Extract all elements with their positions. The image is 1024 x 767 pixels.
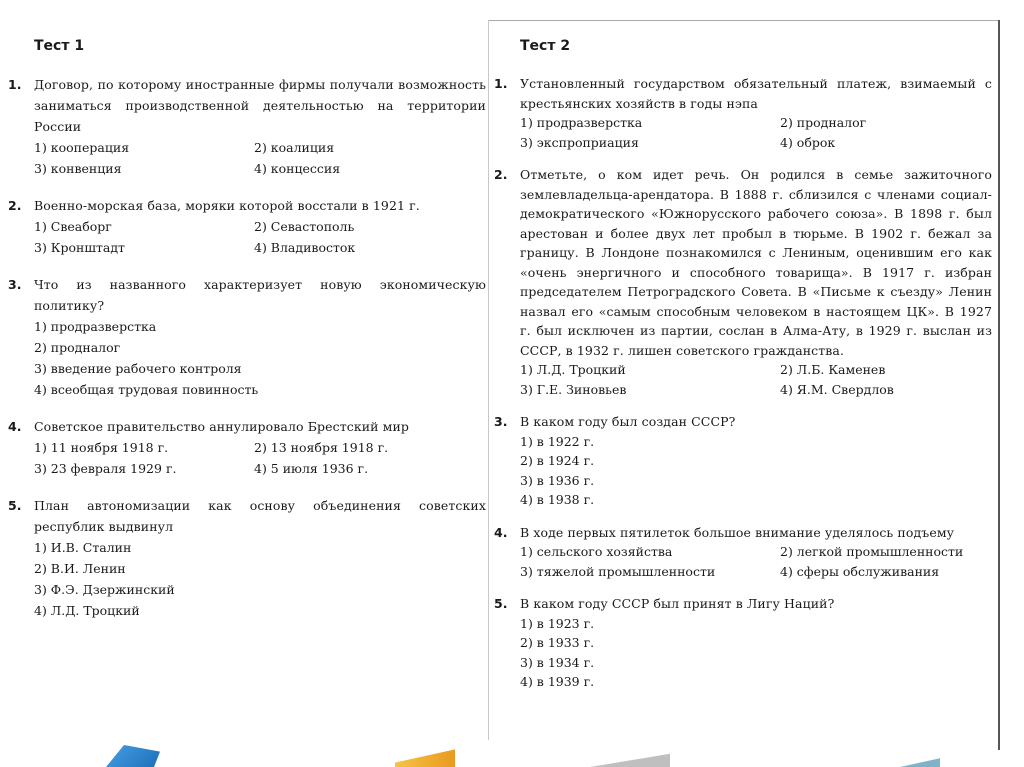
question-text: Договор, по которому иностранные фирмы получали возможность заниматься производственной деятельностью на территории России xyxy=(34,77,486,134)
question-number: 2. xyxy=(494,167,508,182)
decorative-shape xyxy=(590,745,670,767)
test-1-question-2 xyxy=(8,195,486,258)
answer-option[interactable]: 3) Кронштадт xyxy=(34,240,125,255)
test-2-column xyxy=(494,30,992,705)
test-2-title: Тест 2 xyxy=(520,38,571,54)
test-2-question-4 xyxy=(494,523,992,582)
answer-options xyxy=(520,432,992,510)
answer-option[interactable]: 2) Севастополь xyxy=(254,219,355,234)
question-number: 4. xyxy=(8,419,22,434)
question-number: 3. xyxy=(8,277,22,292)
answer-option[interactable]: 3) тяжелой промышленности xyxy=(520,563,716,579)
test-1-question-4 xyxy=(8,416,486,479)
answer-options xyxy=(520,113,992,152)
answer-options xyxy=(34,316,486,400)
answer-option[interactable]: 3) Г.Е. Зиновьев xyxy=(520,381,627,397)
test-2-question-3 xyxy=(494,412,992,510)
answer-option[interactable]: 3) конвенция xyxy=(34,161,122,176)
answer-option[interactable]: 2) легкой промышленности xyxy=(780,544,964,559)
test-1-question-3 xyxy=(8,274,486,400)
question-number: 2. xyxy=(8,198,22,213)
answer-options xyxy=(34,216,486,258)
answer-option[interactable]: 2) 13 ноября 1918 г. xyxy=(254,440,389,455)
answer-option[interactable]: 3) 23 февраля 1929 г. xyxy=(34,461,177,476)
answer-option[interactable]: 2) коалиция xyxy=(254,140,335,155)
answer-option[interactable]: 1) сельского хозяйства xyxy=(520,544,673,559)
answer-option[interactable]: 2) Л.Б. Каменев xyxy=(780,362,886,377)
test-1-title: Тест 1 xyxy=(34,38,85,54)
answer-option[interactable]: 4) концессия xyxy=(254,161,341,176)
answer-option[interactable]: 4) сферы обслуживания xyxy=(780,563,940,579)
answer-options xyxy=(34,537,486,621)
question-number: 4. xyxy=(494,524,508,540)
answer-option[interactable]: 3) в 1934 г. xyxy=(520,654,595,670)
answer-option[interactable]: 4) 5 июля 1936 г. xyxy=(254,461,369,476)
answer-option[interactable]: 1) И.В. Сталин xyxy=(34,540,132,555)
answer-option[interactable]: 3) Ф.Э. Дзержинский xyxy=(34,582,175,597)
question-text: Советское правительство аннулировало Брестский мир xyxy=(34,419,410,434)
question-text: Военно-морская база, моряки которой восстали в 1921 г. xyxy=(34,198,420,213)
test-2-question-1 xyxy=(494,74,992,152)
answer-option[interactable]: 2) в 1924 г. xyxy=(520,453,595,468)
answer-option[interactable]: 1) 11 ноября 1918 г. xyxy=(34,440,169,455)
question-text: Отметьте, о ком идет речь. Он родился в семье зажиточного землевладельца-арендатора. В 1888 г. сблизился с членами социал-демократического «Южнорусского рабочего союза». В 1898 г. был арестован и более двух лет пробыл в тюрьме. В 1902 г. бежал за границу. В Лондоне познакомился с Лениным, оценившим его как «очень энергичного и способного товарища». В 1917 г. избран председателем Петроградского Совета. В «Письме к съезду» Ленин назвал его «самым способным человеком в настоящем ЦК». В 1927 г. был исключен из партии, сослан в Алма-Ату, в 1929 г. выслан из СССР, в 1932 г. лишен советского гражданства. xyxy=(520,167,992,358)
decorative-pencil xyxy=(395,745,455,767)
answer-options xyxy=(520,360,992,399)
answer-option[interactable]: 1) кооперация xyxy=(34,140,130,155)
answer-option[interactable]: 3) экспроприация xyxy=(520,134,639,150)
answer-option[interactable]: 1) продразверстка xyxy=(34,319,157,334)
answer-option[interactable]: 4) всеобщая трудовая повинность xyxy=(34,382,259,397)
question-text: Что из названного характеризует новую экономическую политику? xyxy=(34,277,486,313)
question-number: 5. xyxy=(494,596,508,611)
answer-option[interactable]: 3) введение рабочего контроля xyxy=(34,361,242,376)
question-number: 3. xyxy=(494,414,508,429)
answer-option[interactable]: 4) в 1938 г. xyxy=(520,492,595,507)
answer-option[interactable]: 3) в 1936 г. xyxy=(520,472,595,488)
question-number: 1. xyxy=(8,77,22,92)
answer-options xyxy=(34,137,486,179)
answer-option[interactable]: 4) в 1939 г. xyxy=(520,674,595,689)
answer-option[interactable]: 2) В.И. Ленин xyxy=(34,561,126,576)
frame-right-line xyxy=(998,20,1000,750)
test-2-question-2 xyxy=(494,165,992,399)
answer-option[interactable]: 4) Владивосток xyxy=(254,240,356,255)
answer-option[interactable]: 1) продразверстка xyxy=(520,115,643,130)
question-number: 1. xyxy=(494,76,508,91)
test-1-column xyxy=(8,30,486,637)
answer-options xyxy=(520,614,992,692)
answer-option[interactable]: 1) Л.Д. Троцкий xyxy=(520,362,626,377)
column-divider xyxy=(488,20,489,740)
decorative-shape xyxy=(900,745,940,767)
question-text: В ходе первых пятилеток большое внимание уделялось подъему xyxy=(520,524,955,540)
test-2-question-5 xyxy=(494,594,992,692)
question-text: Установленный государством обязательный платеж, взимаемый с крестьянских хозяйств в годы нэпа xyxy=(520,76,992,111)
answer-options xyxy=(520,542,992,581)
answer-option[interactable]: 1) в 1922 г. xyxy=(520,433,595,449)
test-1-question-5 xyxy=(8,495,486,621)
answer-option[interactable]: 4) Л.Д. Троцкий xyxy=(34,603,140,618)
answer-option[interactable]: 4) Я.М. Свердлов xyxy=(780,381,894,397)
answer-option[interactable]: 2) в 1933 г. xyxy=(520,635,595,650)
answer-option[interactable]: 2) продналог xyxy=(780,115,867,130)
answer-option[interactable]: 1) в 1923 г. xyxy=(520,615,595,631)
answer-options xyxy=(34,437,486,479)
question-text: В каком году был создан СССР? xyxy=(520,414,736,429)
frame-top-line xyxy=(488,20,1000,21)
test-1-question-1 xyxy=(8,74,486,179)
question-text: В каком году СССР был принят в Лигу Наций? xyxy=(520,596,835,611)
answer-option[interactable]: 1) Свеаборг xyxy=(34,219,112,234)
answer-option[interactable]: 2) продналог xyxy=(34,340,121,355)
answer-option[interactable]: 4) оброк xyxy=(780,134,836,150)
question-number: 5. xyxy=(8,498,22,513)
decorative-shape xyxy=(100,745,160,767)
question-text: План автономизации как основу объединения советских республик выдвинул xyxy=(34,498,486,534)
